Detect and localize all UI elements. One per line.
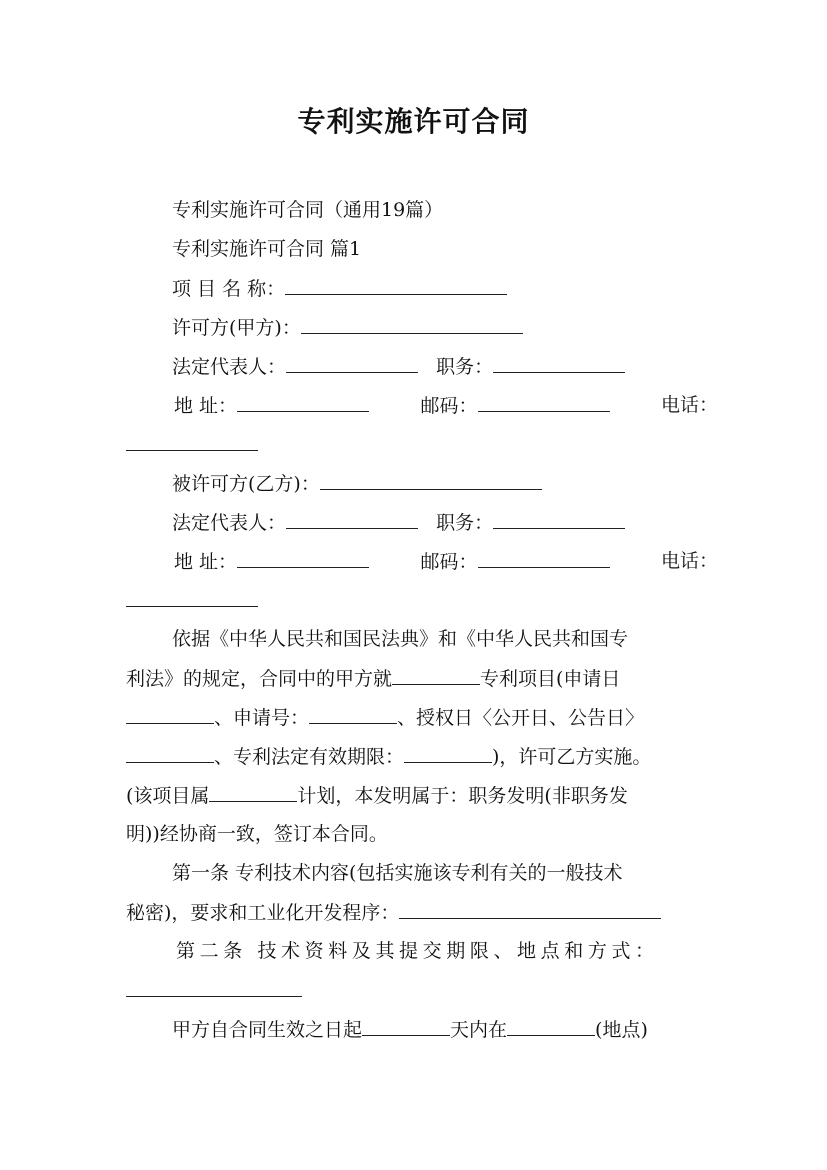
tech-docs-blank: [126, 977, 302, 997]
licensor-zip-group: [421, 392, 610, 419]
para1-line3: [126, 704, 644, 731]
grant-date-blank: [126, 743, 214, 763]
licensor-rep-row: [172, 353, 625, 380]
licensor-rep-blank: [286, 353, 418, 373]
application-date-blank: [126, 704, 214, 724]
licensor-address-row: [126, 392, 718, 419]
para1-line2-a: 利法》的规定，合同中的甲方就: [126, 668, 393, 690]
licensor-blank: [301, 314, 523, 334]
licensor-row: [172, 314, 523, 341]
days-blank: [362, 1016, 450, 1036]
subtitle: 专利实施许可合同（通用19篇）: [172, 199, 444, 221]
document-title: 专利实施许可合同: [297, 105, 530, 138]
licensor-phone-blank: [126, 431, 258, 451]
licensee-position-blank: [493, 509, 625, 529]
licensee-address-row: [126, 548, 718, 575]
section-heading: 专利实施许可合同 篇1: [172, 238, 362, 260]
patent-project-blank: [392, 665, 480, 685]
validity-period-blank: [404, 743, 492, 763]
para1-line3-b: 、授权日〈公开日、公告日〉: [397, 707, 645, 729]
licensee-address-group: [174, 548, 369, 575]
licensor-phone-label: 电话：: [660, 394, 718, 416]
licensee-zip-group: [421, 548, 610, 575]
licensee-zip-label: 邮码：: [420, 551, 478, 573]
para1-line3-a: 、申请号：: [214, 707, 310, 729]
licensee-row: [172, 470, 542, 497]
licensee-phone-label: 电话：: [660, 550, 718, 572]
licensor-position-label: 职务：: [436, 356, 494, 378]
article2-blank-row: [126, 977, 302, 1004]
application-number-blank: [309, 704, 397, 724]
para2-c: (地点): [595, 1019, 648, 1041]
article1-line2: [126, 899, 661, 926]
plan-blank: [209, 782, 297, 802]
para1-line5-a: (该项目属: [126, 785, 210, 807]
licensee-zip-blank: [478, 548, 610, 568]
para1-line2-b: 专利项目(申请日: [480, 668, 621, 690]
article1-line2-text: 秘密)，要求和工业化开发程序：: [126, 902, 400, 924]
licensee-rep-row: [172, 509, 625, 536]
para1-line5-b: 计划，本发明属于：职务发明(非职务发: [297, 785, 628, 807]
article1-line1: 第一条 专利技术内容(包括实施该专利有关的一般技术: [172, 862, 623, 884]
licensee-phone-blank-row: [126, 587, 258, 614]
para2-b: 天内在: [450, 1019, 508, 1041]
para1-line4-b: )，许可乙方实施。: [492, 746, 652, 768]
licensee-address-label: 地 址：: [174, 551, 238, 573]
article2-line1: 第二条 技术资料及其提交期限、地点和方式：: [176, 940, 659, 962]
licensor-label: 许可方(甲方)：: [172, 317, 301, 339]
licensor-position-blank: [493, 353, 625, 373]
location-blank: [507, 1016, 595, 1036]
project-name-row: [172, 275, 507, 302]
licensee-position-label: 职务：: [436, 512, 494, 534]
licensor-rep-label: 法定代表人：: [172, 356, 287, 378]
para1-line4-a: 、专利法定有效期限：: [214, 746, 405, 768]
para1-line1: 依据《中华人民共和国民法典》和《中华人民共和国专: [172, 628, 629, 650]
dev-procedure-blank: [399, 899, 661, 919]
licensor-zip-blank: [478, 392, 610, 412]
licensor-address-label: 地 址：: [174, 395, 238, 417]
licensee-rep-label: 法定代表人：: [172, 512, 287, 534]
licensee-blank: [320, 470, 542, 490]
project-name-label: 项 目 名 称：: [172, 278, 286, 300]
para1-line6: 明))经协商一致，签订本合同。: [126, 823, 388, 845]
para2-line1: [172, 1016, 648, 1043]
licensee-label: 被许可方(乙方)：: [172, 473, 320, 495]
project-name-blank: [285, 275, 507, 295]
licensor-address-group: [174, 392, 369, 419]
licensor-phone-blank-row: [126, 431, 258, 458]
licensee-phone-blank: [126, 587, 258, 607]
licensee-address-blank: [237, 548, 369, 568]
licensor-address-blank: [237, 392, 369, 412]
para1-line4: [126, 743, 651, 770]
licensee-rep-blank: [286, 509, 418, 529]
licensor-zip-label: 邮码：: [420, 395, 478, 417]
para1-line5: [126, 782, 628, 809]
para1-line2: [126, 665, 620, 692]
para2-a: 甲方自合同生效之日起: [172, 1019, 363, 1041]
